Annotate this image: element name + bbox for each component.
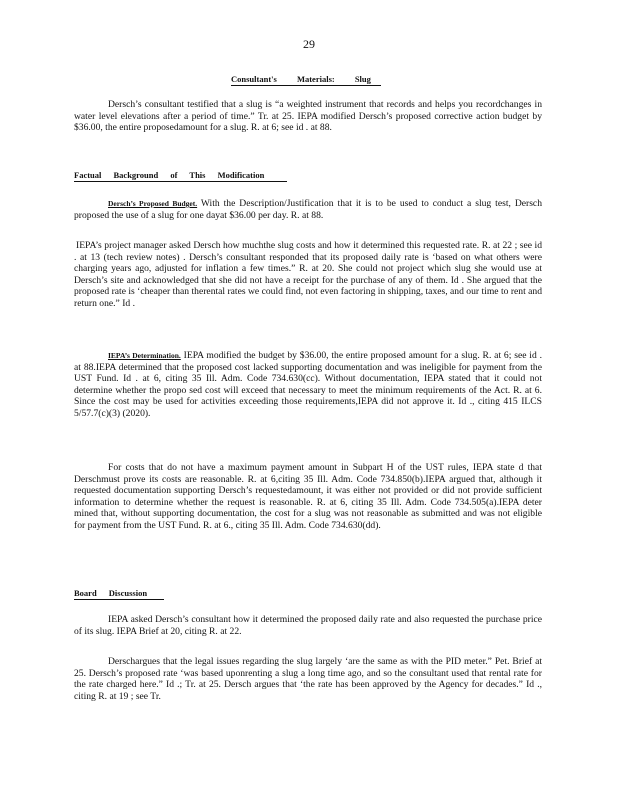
paragraph-iepa-determination [74, 350, 542, 420]
section-heading-board-discussion: Board Discussion [74, 589, 164, 600]
paragraph-text: IEPA’s project manager asked Dersch how muchthe slug costs and how it determined this requested rate. R. at 22 ; see id . at 13 (tech review notes) . Dersch’s consultant responded that its proposed daily rate is ‘based on what others were charging years ago, adjusted for inflation a few times.” R. at 20. She could not project which slug she would use at Dersch’s site and acknowledged that she did not have a receipt for the purchase of any of them. Id . She argued that the proposed rate is ‘cheaper than therental rates we could find, not even factoring in shipping, taxes, and our time to rent and return one.” Id . [74, 240, 542, 309]
paragraph-costs-reasonable [74, 462, 542, 532]
page-number: 29 [303, 37, 315, 51]
paragraph-iepa-asked [74, 614, 542, 637]
paragraph-proposed-budget [74, 198, 542, 221]
paragraph-lead: IEPA’s Determination. [108, 351, 181, 360]
paragraph-slug-definition [74, 99, 542, 134]
paragraph-text: IEPA modified the budget by $36.00, the entire proposed amount for a slug. R. at 6; see id . at 88.IEPA determined that the proposed cost lacked supporting documentation and was ineligible for payment from the UST Fund. Id . at 6, citing 35 Ill. Adm. Code 734.630(cc). Without documentation, IEPA stated that it could not determine whether the propo sed cost will exceed that necessary to meet the minimum requirements of the Act. R. at 6. Since the cost may be used for activities exceeding those requirements,IEPA did not approve it. Id ., citing 415 ILCS 5/57.7(c)(3) (2020). [74, 350, 543, 419]
paragraph-text: With the Description/Justification that it is to be used to conduct a slug test, Dersch proposed the use of a slug for one dayat $36.00 per day. R. at 88. [74, 198, 542, 221]
section-heading-consultant-materials: Consultant's Materials: Slug [231, 75, 381, 86]
paragraph-project-manager [74, 240, 542, 310]
paragraph-lead: Dersch’s Proposed Budget. [108, 199, 198, 208]
paragraph-text: IEPA asked Dersch’s consultant how it determined the proposed daily rate and also requested the purchase price of its slug. IEPA Brief at 20, citing R. at 22. [74, 614, 542, 637]
paragraph-text: For costs that do not have a maximum payment amount in Subpart H of the UST rules, IEPA state d that Derschmust prove its costs are reasonable. R. at 6,citing 35 Ill. Adm. Code 734.850(b).IEPA argued that, although it requested documentation supporting Dersch’s requestedamount, it was either not provided or did not provide sufficient information to determine whether the request is reasonable. R. at 6, citing 35 Ill. Adm. Code 734.505(a).IEPA deter mined that, without supporting documentation, the cost for a slug was not reasonable as submitted and was not eligible for payment from the UST Fund. R. at 6., citing 35 Ill. Adm. Code 734.630(dd). [74, 462, 542, 531]
section-heading-factual-background: Factual Background of This Modification [74, 171, 287, 182]
paragraph-dersch-argues [74, 656, 542, 702]
paragraph-text: Derschargues that the legal issues regarding the slug largely ‘are the same as with the PID meter.” Pet. Brief at 25. Dersch’s proposed rate ‘was based uponrenting a slug a long time ago, and so the consultant used that rental rate for the rate charged here.” Id .; Tr. at 25. Dersch argues that ‘the rate has been approved by the Agency for decades.” Id ., citing R. at 19 ; see Tr. [74, 656, 542, 702]
paragraph-text: Dersch’s consultant testified that a slug is “a weighted instrument that records and helps you recordchanges in water level elevations after a period of time.” Tr. at 25. IEPA modified Dersch’s proposed corrective action budget by $36.00, the entire proposedamount for a slug. R. at 6; see id . at 88. [74, 99, 542, 134]
